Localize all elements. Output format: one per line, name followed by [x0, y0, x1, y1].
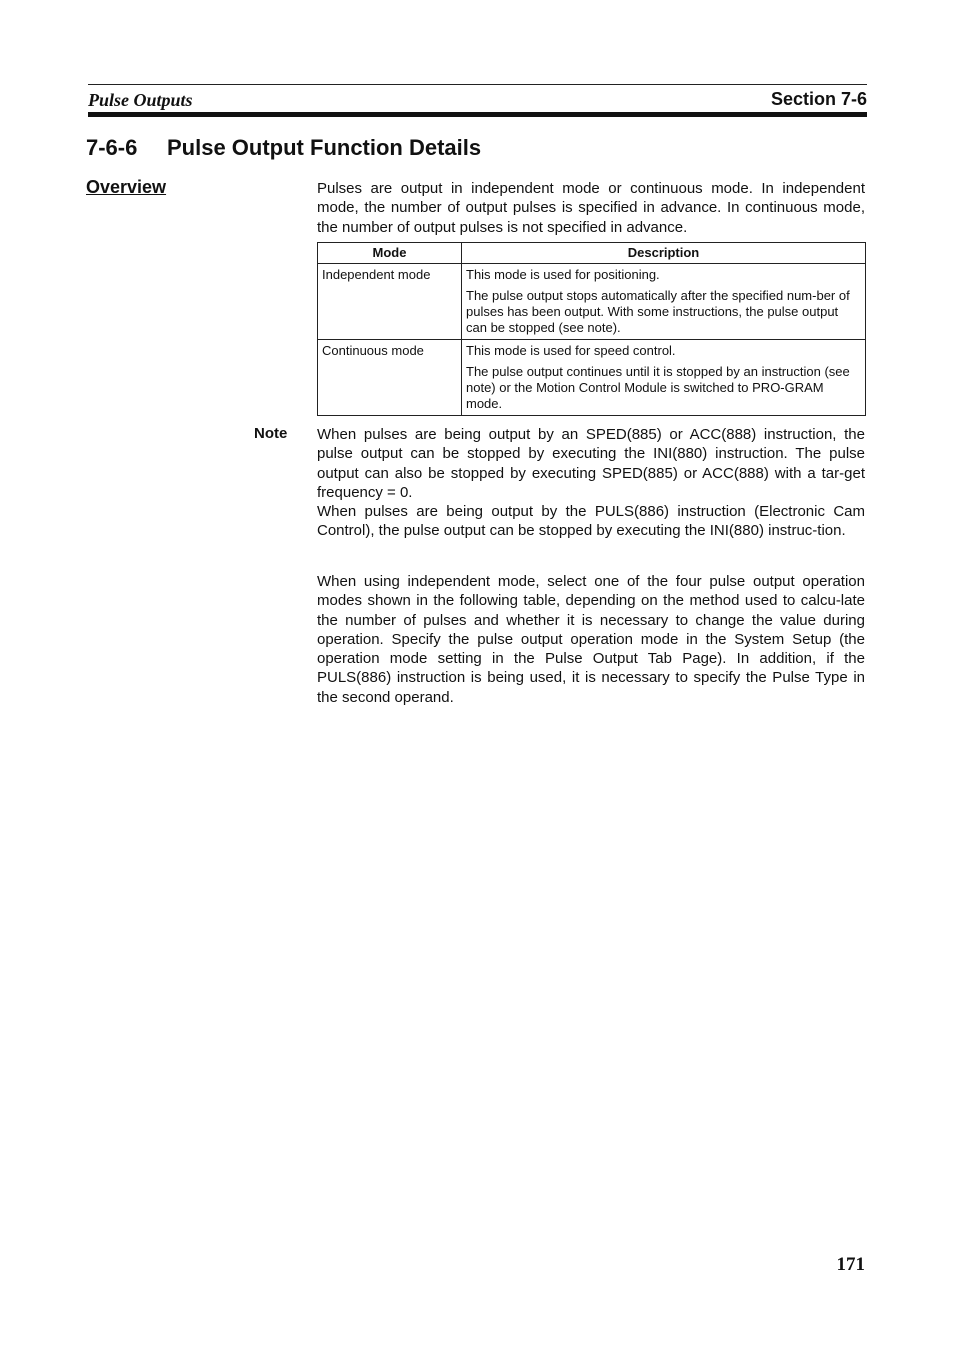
- table-row: [318, 340, 866, 416]
- header-top-rule: [88, 84, 867, 85]
- note-label: Note: [254, 425, 288, 442]
- mode-cell: Continuous mode: [318, 340, 462, 416]
- running-header-chapter: Pulse Outputs: [88, 90, 193, 110]
- section-number: 7-6-6: [86, 135, 138, 160]
- table-row: [318, 264, 866, 340]
- description-line: This mode is used for speed control.: [466, 343, 676, 358]
- body-paragraph: When using independent mode, select one of the four pulse output operation modes shown in the following table, depending on the method used to calcu-late the number of pulses and whether it is necessary to change the value during operation. Specify the pulse output operation mode in the System Setup (the operation mode setting in the Pulse Output Tab Page). In addition, if the PULS(886) instruction is being used, it is necessary to specify the Pulse Type in the second operand.: [317, 573, 865, 706]
- description-cell: [462, 340, 866, 416]
- note-paragraph: When pulses are being output by the PULS(886) instruction (Electronic Cam Control), the pulse output can be stopped by executing the INI(880) instruc-tion.: [317, 503, 865, 540]
- overview-paragraph: Pulses are output in independent mode or continuous mode. In independent mode, the number of output pulses is specified in advance. In continuous mode, the number of output pulses is not specified in advance.: [317, 180, 865, 236]
- section-title: [86, 135, 481, 161]
- section-title-text: Pulse Output Function Details: [167, 135, 482, 160]
- overview-heading: Overview: [86, 177, 167, 197]
- description-cell: [462, 264, 866, 340]
- page-number: 171: [836, 1254, 865, 1275]
- note-text: [317, 425, 865, 541]
- running-header-section: Section 7-6: [770, 89, 867, 109]
- description-line: The pulse output continues until it is stopped by an instruction (see note) or the Motion Control Module is switched to PRO-GRAM mode.: [466, 364, 850, 411]
- note-paragraph: When pulses are being output by an SPED(885) or ACC(888) instruction, the pulse output can be stopped by executing the INI(880) instruction. The pulse output can also be stopped by executing SPED(885) or ACC(888) with a tar-get frequency = 0.: [317, 426, 865, 501]
- mode-cell: Independent mode: [318, 264, 462, 340]
- description-line: The pulse output stops automatically after the specified num-ber of pulses has been output. With some instructions, the pulse output can be stopped (see note).: [466, 288, 850, 335]
- column-header-mode: Mode: [318, 243, 462, 264]
- pulse-mode-table: [317, 242, 866, 416]
- table-header-row: [318, 243, 866, 264]
- description-line: This mode is used for positioning.: [466, 267, 660, 282]
- column-header-description: Description: [462, 243, 866, 264]
- header-bottom-rule: [88, 112, 867, 117]
